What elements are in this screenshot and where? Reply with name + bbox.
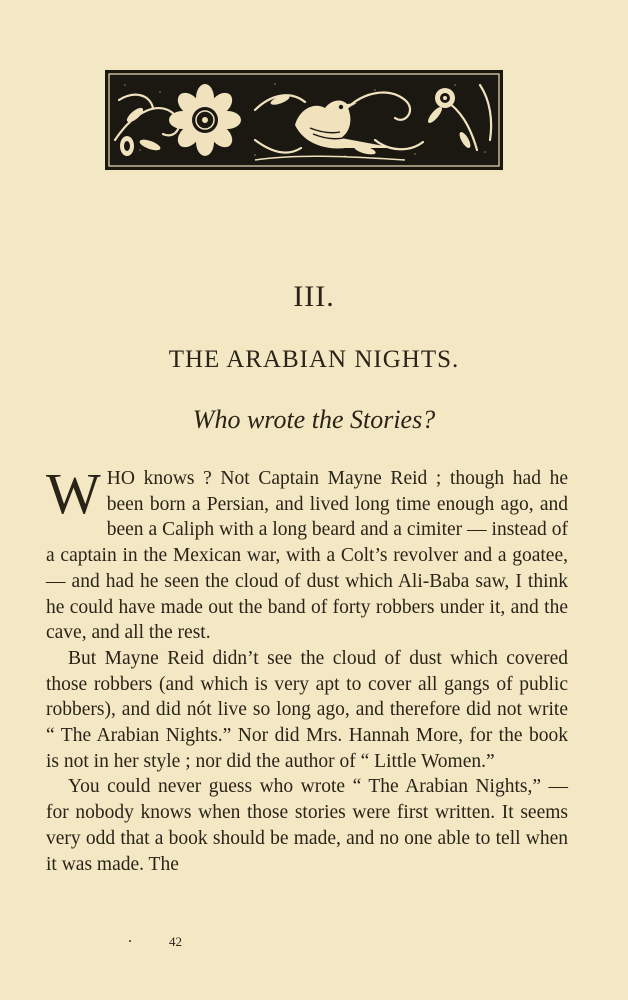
- paragraph-2: But Mayne Reid didn’t see the cloud of dust which covered those robbers (and which is very apt to cover all gangs of public robbers), and did nót live so long ago, and therefore did not write “ The Arabian Nights.” Nor did Mrs. Hannah More, for the book is not in her style ; nor did the author of “ Little Women.”: [46, 647, 568, 772]
- paragraph-1-text: HO knows ? Not Captain Mayne Reid ; though had he been born a Persian, and lived long time enough ago, and been a Caliph with a long beard and a cimiter — instead of a captain in the Mexican war, with a Colt’s revolver and a goatee, — and had he seen the cloud of dust which Ali-Baba saw, I think he could have made out the band of forty robbers under it, and the cave, and all the rest.: [46, 468, 568, 644]
- paragraph-1: [46, 461, 568, 646]
- ink-dot: [129, 940, 131, 942]
- chapter-subtitle: Who wrote the Stories?: [192, 405, 436, 434]
- chapter-number: III.: [293, 280, 335, 313]
- body-text: [46, 461, 568, 877]
- chapter-title: THE ARABIAN NIGHTS.: [168, 346, 460, 373]
- flower-and-bird-ornament-icon: [105, 70, 503, 170]
- page-number: 42: [169, 934, 182, 949]
- paragraph-3: You could never guess who wrote “ The Arabian Nights,” — for nobody knows when those stories were first written. It seems very odd that a book should be made, and no one able to tell when it was made. The: [46, 776, 568, 875]
- drop-cap: W: [46, 461, 101, 526]
